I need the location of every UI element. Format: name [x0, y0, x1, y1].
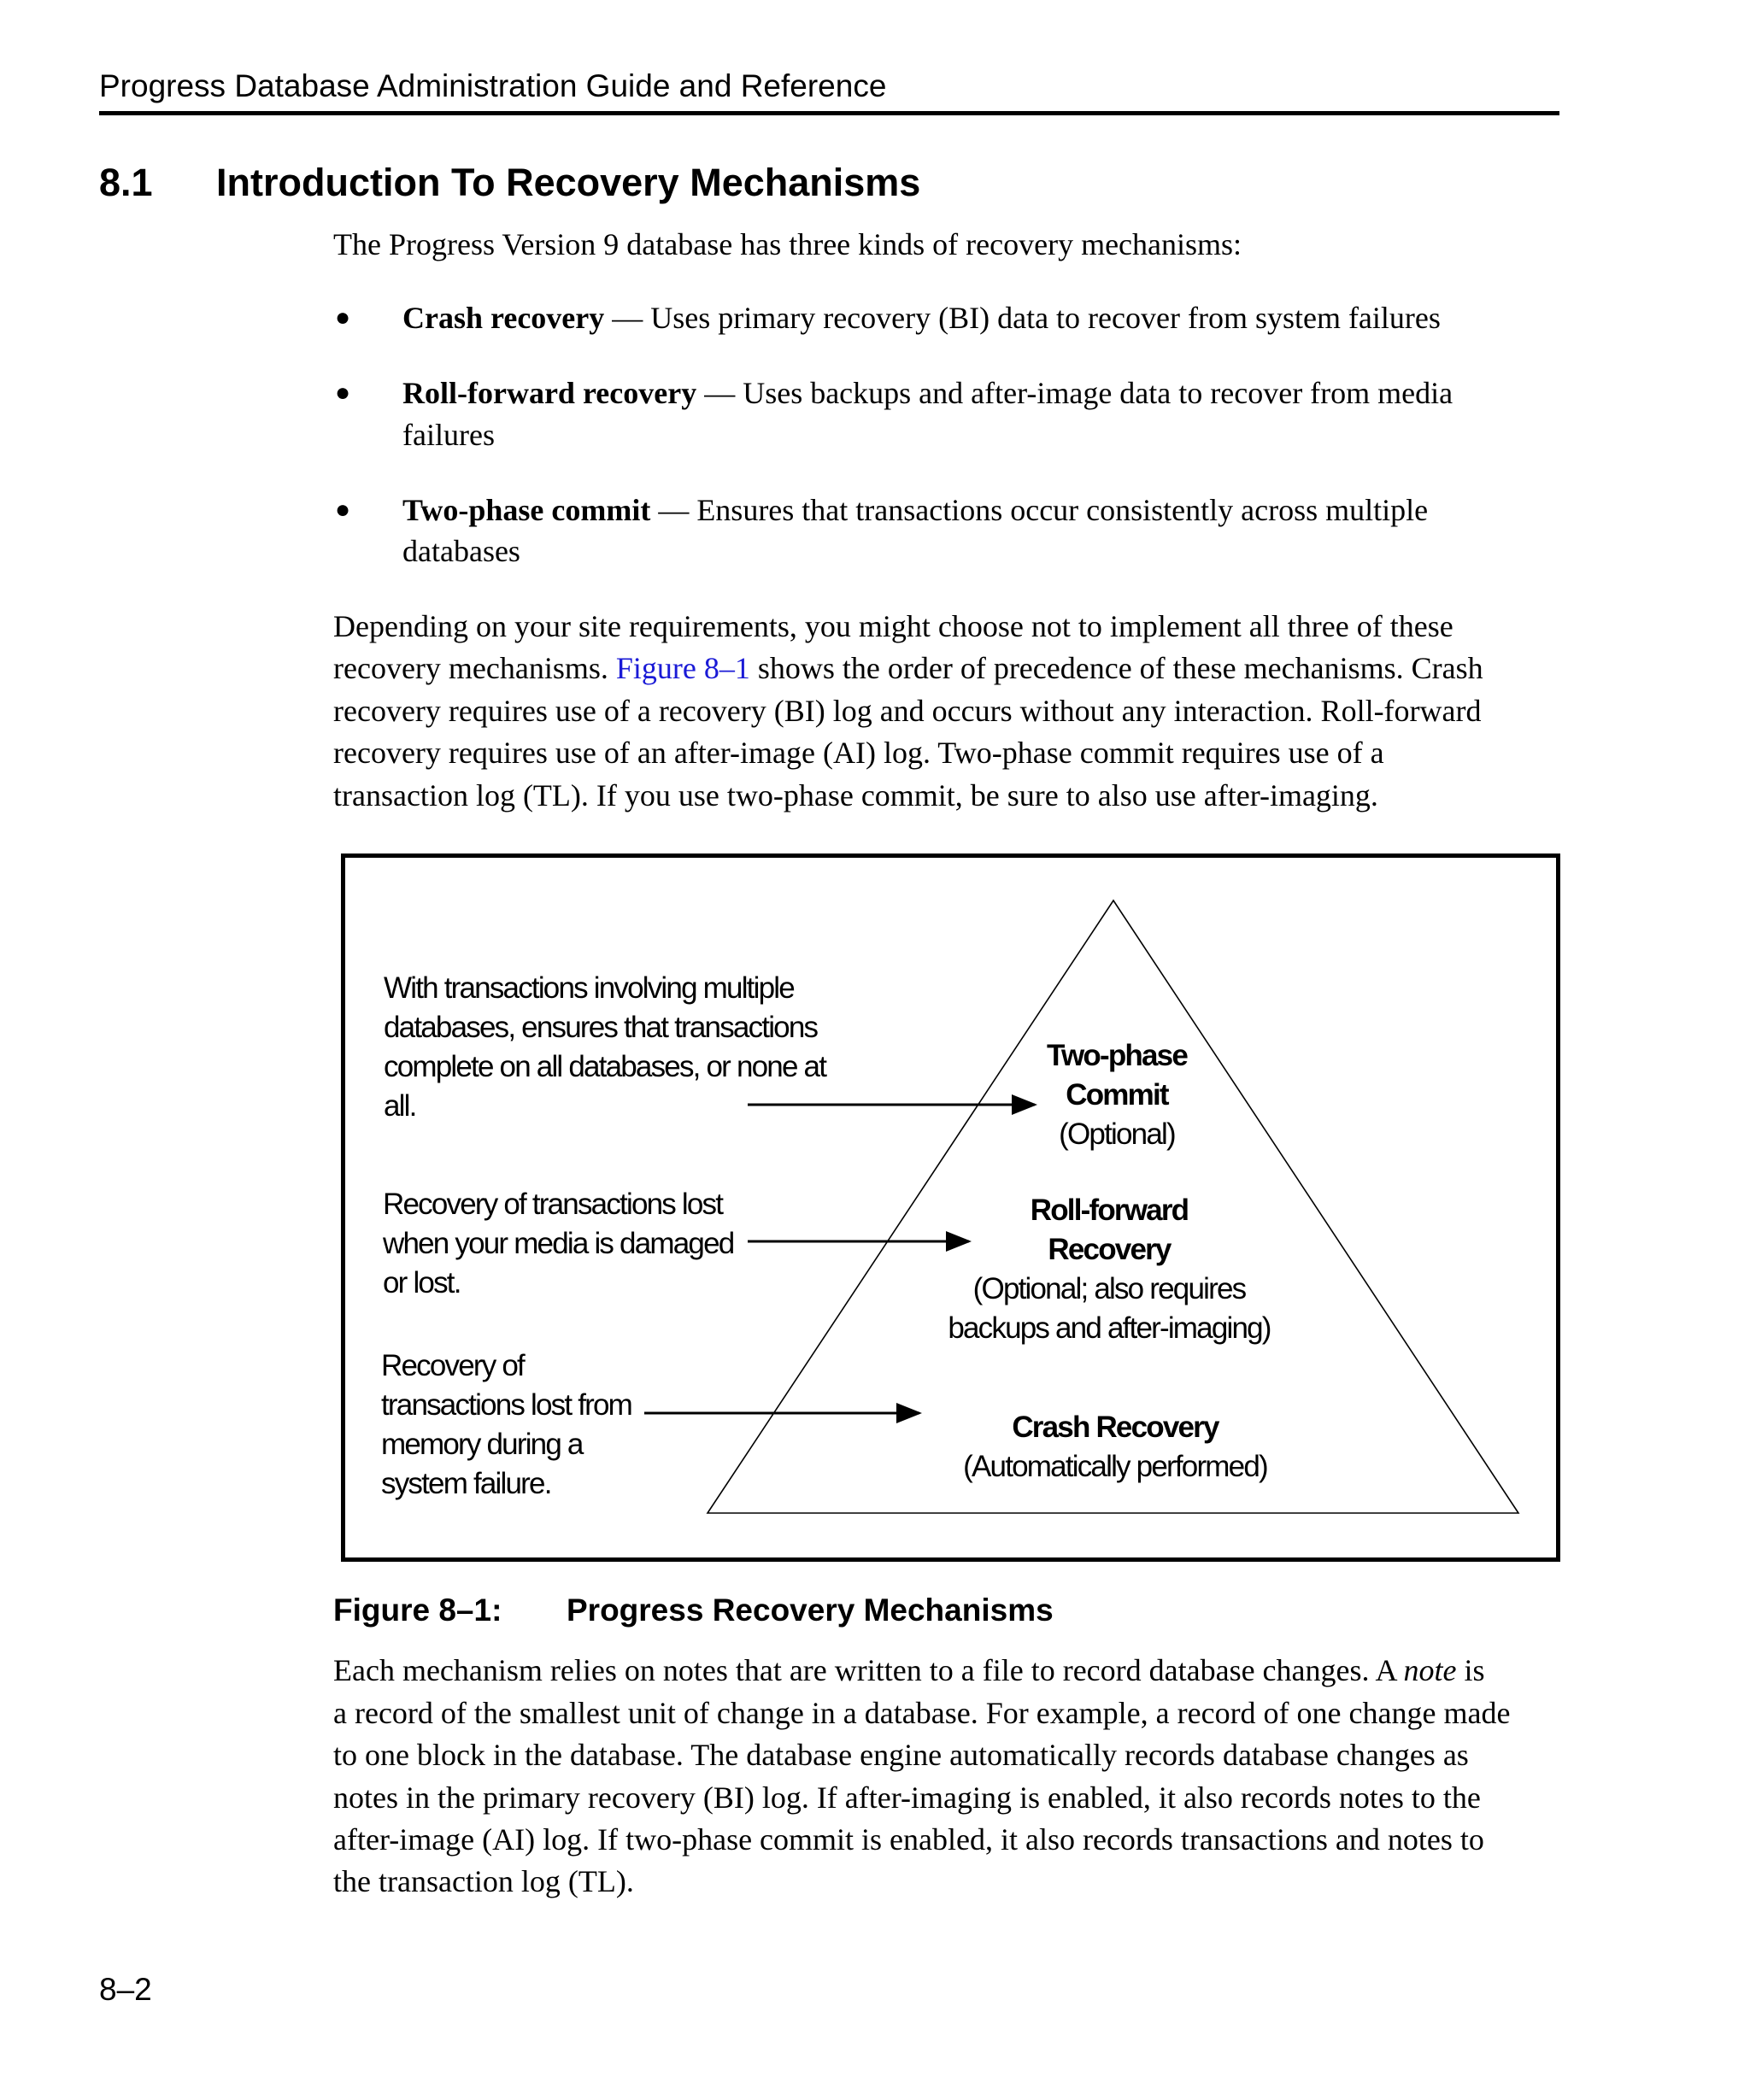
text-span: recovery mechanisms.	[333, 651, 616, 685]
text-line: notes in the primary recovery (BI) log. If after-imaging is enabled, it also records notes to the	[333, 1780, 1481, 1815]
note-line: complete on all databases, or none at	[384, 1050, 826, 1083]
level-title: Recovery	[1048, 1233, 1171, 1266]
level-crash-recovery	[963, 1408, 1267, 1487]
note-roll-forward	[383, 1185, 733, 1303]
bullet-text-cont: failures	[402, 418, 495, 452]
level-title: Crash Recovery	[1012, 1411, 1219, 1444]
note-line: system failure.	[381, 1467, 551, 1500]
bullet-text: — Uses backups and after-image data to recover from media	[696, 376, 1453, 410]
page-number: 8–2	[99, 1972, 152, 2007]
level-note: (Optional; also requires	[972, 1272, 1246, 1305]
note-crash	[381, 1346, 631, 1504]
level-note: backups and after-imaging)	[948, 1311, 1271, 1345]
text-line: after-image (AI) log. If two-phase commit is enabled, it also records transactions and notes to	[333, 1822, 1484, 1857]
text-span: is	[1456, 1653, 1485, 1687]
text-line: to one block in the database. The database engine automatically records database changes as	[333, 1738, 1469, 1772]
note-line: transactions lost from	[381, 1388, 632, 1422]
text-line: the transaction log (TL).	[333, 1864, 634, 1898]
note-line: when your media is damaged	[383, 1227, 734, 1260]
note-line: memory during a	[381, 1428, 583, 1461]
level-title: Commit	[1066, 1078, 1168, 1112]
running-header: Progress Database Administration Guide and Reference	[99, 68, 887, 103]
figure-caption-title: Progress Recovery Mechanisms	[567, 1593, 1054, 1628]
note-line: Recovery of transactions lost	[383, 1188, 723, 1221]
figure-caption-label: Figure 8–1:	[333, 1593, 502, 1628]
note-line: databases, ensures that transactions	[384, 1011, 818, 1044]
note-line: Recovery of	[381, 1349, 524, 1382]
text-line: recovery requires use of an after-image (AI) log. Two-phase commit requires use of a	[333, 736, 1384, 770]
section-title: Introduction To Recovery Mechanisms	[216, 161, 921, 204]
text-line: transaction log (TL). If you use two-phase commit, be sure to also use after-imaging.	[333, 778, 1378, 812]
note-line: or lost.	[383, 1266, 461, 1299]
note-two-phase	[384, 969, 825, 1126]
text-line: recovery requires use of a recovery (BI) log and occurs without any interaction. Roll-forward	[333, 694, 1482, 728]
bullet-term: Two-phase commit	[402, 493, 651, 527]
bullet-term: Crash recovery	[402, 301, 605, 335]
section-number: 8.1	[99, 161, 153, 204]
bullet-term: Roll-forward recovery	[402, 376, 697, 410]
bullet-text: — Ensures that transactions occur consistently across multiple	[650, 493, 1429, 527]
level-note: (Automatically performed)	[963, 1450, 1267, 1483]
level-two-phase-commit	[1047, 1036, 1187, 1154]
note-line: all.	[384, 1089, 416, 1123]
intro-text: The Progress Version 9 database has three kinds of recovery mechanisms:	[333, 227, 1242, 261]
bullet-icon: ●	[335, 303, 351, 331]
level-note: (Optional)	[1059, 1117, 1175, 1151]
text-line: Depending on your site requirements, you might choose not to implement all three of these	[333, 609, 1453, 643]
text-span: Each mechanism relies on notes that are written to a file to record database changes. A	[333, 1653, 1404, 1687]
bullet-icon: ●	[335, 496, 351, 524]
text-line	[333, 1650, 1485, 1692]
level-title: Roll-forward	[1030, 1194, 1189, 1227]
note-line: With transactions involving multiple	[384, 971, 794, 1005]
bullet-icon: ●	[335, 378, 351, 407]
level-roll-forward-recovery	[948, 1191, 1270, 1348]
level-title: Two-phase	[1047, 1039, 1187, 1072]
figure-link[interactable]: Figure 8–1	[615, 651, 750, 685]
emphasis-note: note	[1403, 1653, 1457, 1687]
text-span: shows the order of precedence of these mechanisms. Crash	[749, 651, 1483, 685]
text-line: a record of the smallest unit of change in a database. For example, a record of one change made	[333, 1696, 1511, 1730]
bullet-text: — Uses primary recovery (BI) data to recover from system failures	[604, 301, 1441, 335]
bullet-text-cont: databases	[402, 534, 520, 568]
